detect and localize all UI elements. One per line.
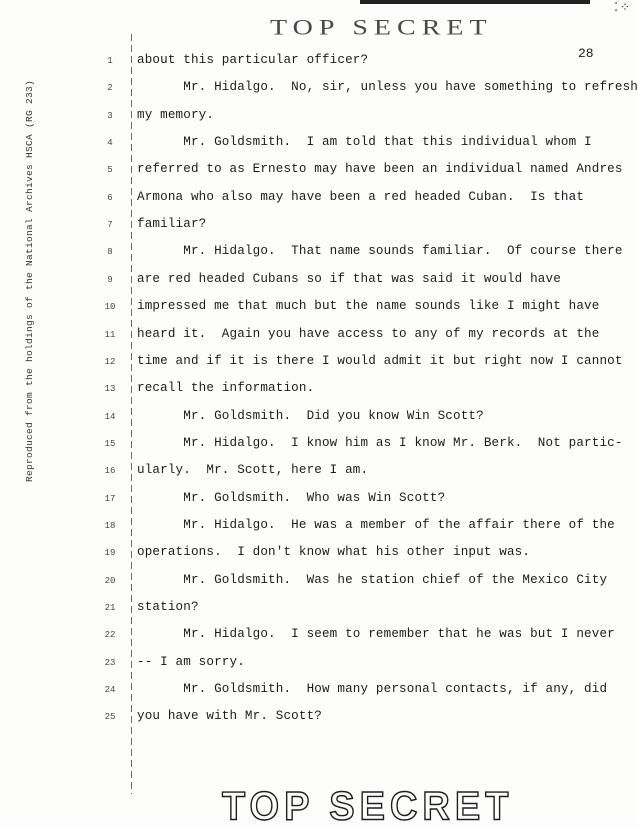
transcript-line: referred to as Ernesto may have been an individual named Andres (137, 162, 623, 176)
transcript-line: impressed me that much but the name sounds like I might have (137, 299, 600, 313)
transcript-line: operations. I don't know what his other input was. (137, 545, 531, 559)
transcript-line: Mr. Goldsmith. I am told that this individual whom I (137, 135, 592, 149)
line-number: 20 (104, 576, 116, 586)
transcript-line: station? (137, 600, 199, 614)
transcript-line: Mr. Goldsmith. Did you know Win Scott? (137, 409, 484, 423)
page-number: 28 (578, 46, 594, 61)
transcript-line: Mr. Hidalgo. That name sounds familiar. Of course there (137, 244, 623, 258)
line-number: 19 (104, 548, 116, 558)
transcript-line: Armona who also may have been a red headed Cuban. Is that (137, 190, 585, 204)
line-number: 13 (104, 384, 116, 394)
line-number: 23 (104, 658, 116, 668)
transcript-line: my memory. (137, 108, 215, 122)
transcript-line: you have with Mr. Scott? (137, 709, 322, 723)
transcript-line: Mr. Goldsmith. How many personal contacts, if any, did (137, 682, 608, 696)
line-number: 12 (104, 357, 116, 367)
transcript-line: Mr. Hidalgo. I seem to remember that he was but I never (137, 627, 615, 641)
transcript-line: Mr. Hidalgo. No, sir, unless you have something to refresh (137, 80, 638, 94)
line-number: 3 (107, 111, 113, 121)
transcript-line: time and if it is there I would admit it but right now I cannot (137, 354, 623, 368)
transcript-line: -- I am sorry. (137, 655, 245, 669)
line-number: 14 (104, 412, 116, 422)
transcript-line: Mr. Goldsmith. Who was Win Scott? (137, 491, 446, 505)
margin-rule (131, 34, 132, 794)
line-number: 22 (104, 630, 116, 640)
transcript-line: about this particular officer? (137, 53, 369, 67)
top-edge-bar (360, 0, 590, 4)
transcript-line: heard it. Again you have access to any of my records at the (137, 327, 600, 341)
line-number: 7 (107, 220, 113, 230)
transcript-line: Mr. Goldsmith. Was he station chief of the Mexico City (137, 573, 608, 587)
line-number: 8 (107, 247, 113, 257)
line-number: 18 (104, 521, 116, 531)
line-number: 17 (104, 494, 116, 504)
line-number: 9 (107, 275, 113, 285)
corner-mark: ⁚⁘ (614, 1, 632, 15)
line-number: 21 (104, 603, 116, 613)
line-number: 16 (104, 466, 116, 476)
transcript-line: familiar? (137, 217, 207, 231)
line-number: 6 (107, 193, 113, 203)
line-number: 1 (107, 56, 113, 66)
top-secret-stamp-top: TOP SECRET (270, 15, 493, 40)
transcript-line: recall the information. (137, 381, 315, 395)
archive-side-note: Reproduced from the holdings of the National Archives HSCA (RG 233) (24, 79, 35, 482)
line-number: 25 (104, 712, 116, 722)
line-number: 11 (104, 330, 116, 340)
transcript-line: ularly. Mr. Scott, here I am. (137, 463, 369, 477)
transcript-line: Mr. Hidalgo. He was a member of the affair there of the (137, 518, 615, 532)
line-number: 4 (107, 138, 113, 148)
transcript-line: Mr. Hidalgo. I know him as I know Mr. Berk. Not partic- (137, 436, 623, 450)
transcript-line: are red headed Cubans so if that was said it would have (137, 272, 561, 286)
line-number: 24 (104, 685, 116, 695)
line-number: 15 (104, 439, 116, 449)
line-number: 10 (104, 302, 116, 312)
line-number: 5 (107, 165, 113, 175)
line-number: 2 (107, 83, 113, 93)
top-secret-stamp-bottom: TOP SECRET (222, 784, 514, 830)
